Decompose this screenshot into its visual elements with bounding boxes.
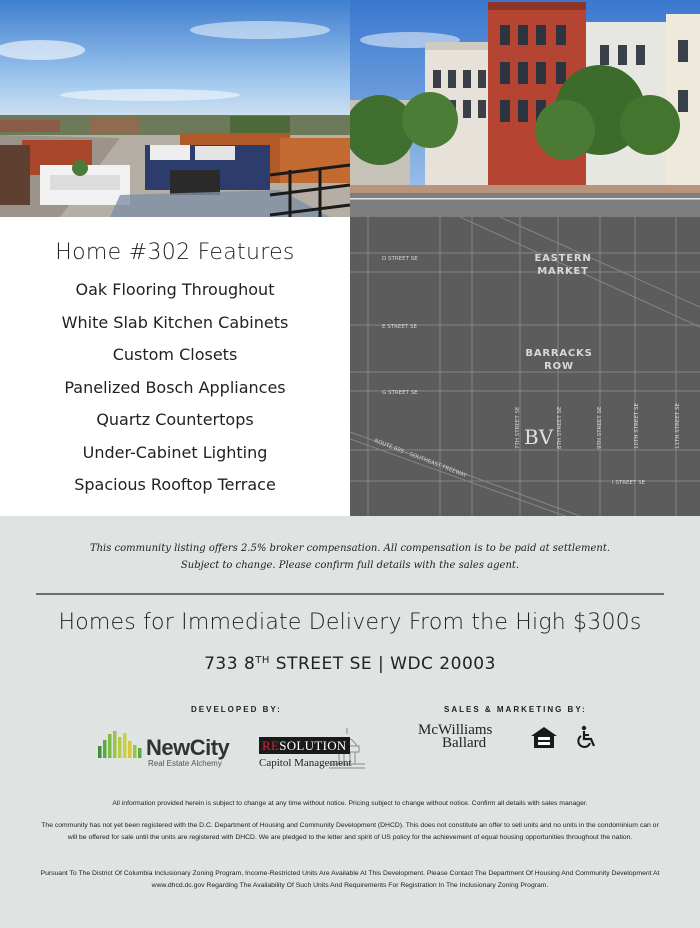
mcwilliams-line-1: McWilliams [418, 722, 493, 738]
features-panel [0, 217, 350, 516]
newcity-name: NewCity [146, 735, 230, 760]
divider [36, 593, 664, 595]
map-marker-bv: BV [524, 425, 554, 449]
headline: Homes for Immediate Delivery From the High $300s [58, 610, 642, 635]
legal-disclaimer-3: Pursuant To The District Of Columbia Inclusionary Zoning Program, Income-Restricted Units Are Available At This Development. Please Contact The Department Of Housing And Community Development At www.dhcd.dc.gov Regarding The Availability Of Such Units And Requirements For Registration In The Inclusionary Zoning Program. [40, 870, 660, 889]
map-label-8th-street: 8TH STREET SE [557, 406, 563, 449]
compensation-note [0, 540, 700, 574]
resolution-rest: SOLUTION [279, 738, 347, 753]
map-area-row: ROW [544, 361, 574, 372]
map-label-11th-street: 11TH STREET SE [675, 403, 681, 449]
map-label-i-street: I STREET SE [612, 480, 646, 486]
map-area-market: MARKET [537, 266, 589, 277]
address-rest: STREET SE | WDC 20003 [269, 654, 496, 674]
resolution-logo [257, 726, 369, 772]
newcity-logo [98, 728, 248, 770]
address [0, 654, 700, 674]
map-label-d-street: D STREET SE [382, 256, 418, 262]
neighborhood-map [350, 217, 700, 516]
address-number: 733 8 [204, 654, 256, 674]
feature-item: White Slab Kitchen Cabinets [61, 312, 289, 332]
map-label-e-street: E STREET SE [382, 324, 417, 330]
features-title: Home #302 Features [55, 240, 295, 265]
feature-item: Oak Flooring Throughout [75, 280, 275, 299]
feature-item: Panelized Bosch Appliances [64, 377, 286, 397]
developed-by-label: DEVELOPED BY: [191, 705, 282, 714]
newcity-bars-icon [98, 730, 144, 760]
rooftop-terrace-photo [0, 0, 350, 217]
street-storefronts-photo [350, 0, 700, 217]
compensation-line-1: This community listing offers 2.5% broker compensation. All compensation is to be paid at settlement. [89, 543, 611, 554]
mcwilliams-line-2: Ballard [442, 735, 487, 751]
map-label-10th-street: 10TH STREET SE [634, 403, 640, 449]
feature-item: Under-Cabinet Lighting [82, 442, 268, 462]
compensation-line-2: Subject to change. Please confirm full details with the sales agent. [180, 560, 520, 571]
legal-disclaimer-1: All information provided herein is subject to change at any time without notice. Pricing subject to change without notice. Confirm all details with sales manager. [112, 800, 588, 807]
map-label-route: ROUTE 695 – SOUTHEAST FREEWAY [373, 438, 468, 480]
resolution-subtitle: Capitol Management [259, 757, 352, 769]
legal-disclaimer-2: The community has not yet been registered with the D.C. Department of Housing and Community Development (DHCD). This does not constitute an offer to sell units and no units in the condominium can or will be offered for sale until the units are registered with DHCD. We are pledged to the letter and spirit of US policy for the achievement of equal housing opportunities throughout the nation. [41, 822, 659, 841]
address-suffix: TH [255, 655, 270, 666]
sales-marketing-label: SALES & MARKETING BY: [444, 705, 587, 714]
map-area-eastern: EASTERN [534, 253, 592, 264]
map-label-9th-street: 9TH STREET SE [597, 406, 603, 449]
features-list [0, 274, 350, 502]
feature-item: Spacious Rooftop Terrace [74, 475, 276, 494]
mcwilliams-ballard-logo [418, 724, 492, 750]
map-label-g-street: G STREET SE [382, 390, 418, 396]
resolution-wordmark [259, 737, 350, 754]
feature-item: Quartz Countertops [96, 410, 254, 429]
resolution-re: RE [262, 738, 280, 753]
wheelchair-accessibility-icon [576, 725, 600, 749]
map-label-7th-street: 7TH STREET SE [515, 406, 521, 449]
newcity-tagline: Real Estate Alchemy [148, 759, 222, 768]
feature-item: Custom Closets [112, 345, 238, 364]
equal-housing-opportunity-icon [530, 726, 558, 750]
map-area-barracks: BARRACKS [525, 348, 593, 359]
